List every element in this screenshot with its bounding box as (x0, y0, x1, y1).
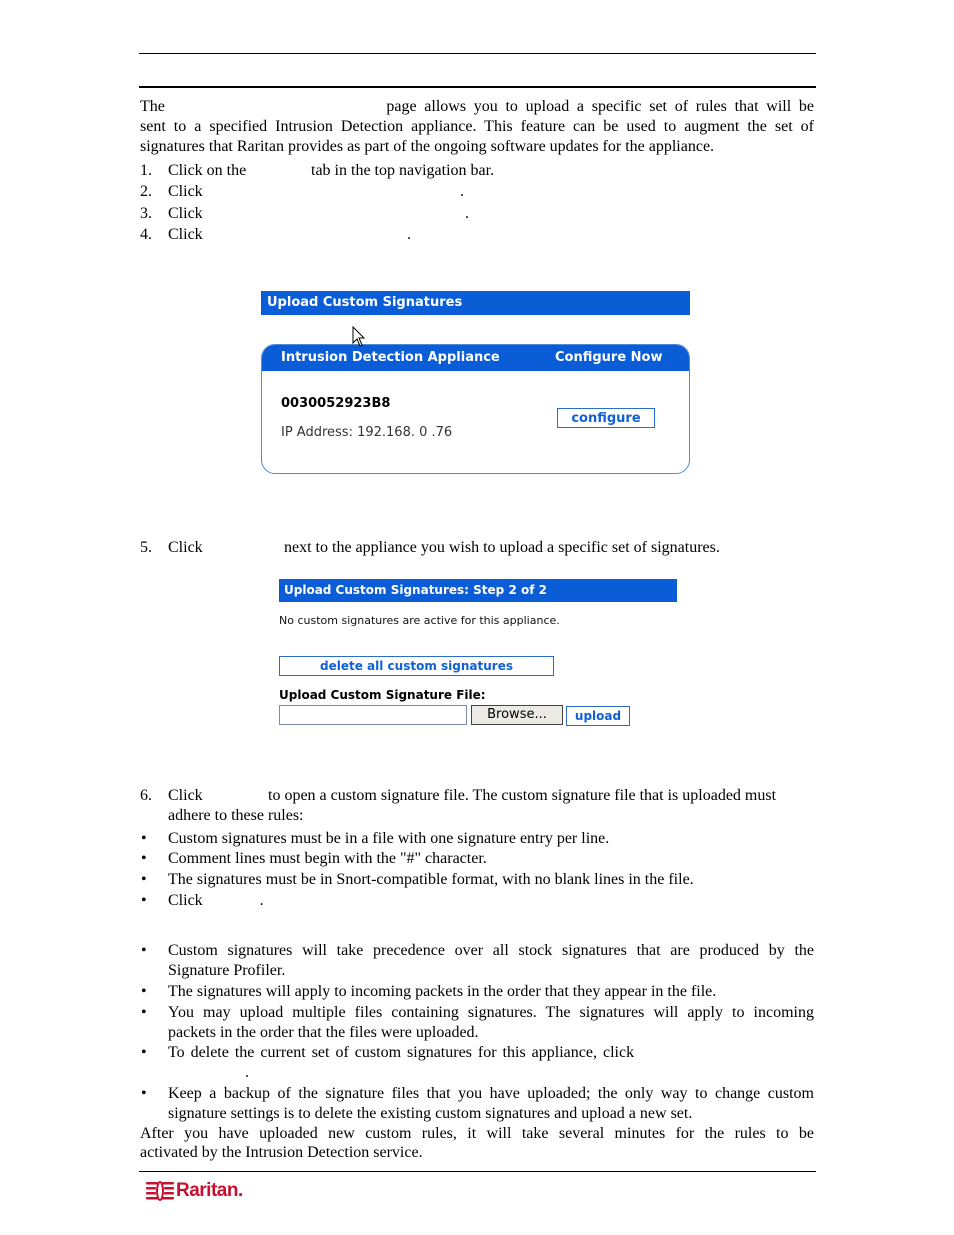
raritan-logo-text: Raritan. (176, 1180, 243, 1201)
step-6-text-a: Click (168, 787, 203, 804)
bullet: • (141, 942, 147, 959)
signature-file-input[interactable] (279, 705, 467, 725)
appliance-panel-header (262, 345, 689, 371)
step-4-number: 4. (140, 226, 152, 243)
rule-item: Click . (168, 892, 264, 909)
mouse-pointer-icon (352, 326, 366, 348)
configure-button[interactable]: configure (557, 408, 655, 428)
step-5-text-b: next to the appliance you wish to upload a specific set of signatures. (284, 539, 720, 556)
upload-signatures-header: Upload Custom Signatures (261, 291, 690, 315)
col-configure-now: Configure Now (555, 350, 663, 365)
intro-line-3: signatures that Raritan provides as part of the ongoing software updates for the appliance. (140, 138, 715, 155)
step-4-text-b: . (407, 226, 411, 243)
appliance-ip: IP Address: 192.168. 0 .76 (281, 425, 453, 440)
upload-file-label: Upload Custom Signature File: (279, 688, 486, 702)
bullet: • (141, 892, 147, 909)
intro-line-1 (140, 97, 814, 117)
note-5b: signature settings is to delete the existing custom signatures and upload a new set. (168, 1105, 693, 1122)
rule-item: Comment lines must begin with the "#" character. (168, 850, 487, 867)
appliance-id: 0030052923B8 (281, 396, 391, 411)
rule-item: The signatures must be in Snort-compatible format, with no blank lines in the file. (168, 871, 694, 888)
step-5-number: 5. (140, 539, 152, 556)
delete-all-signatures-button[interactable]: delete all custom signatures (279, 656, 554, 676)
intro-word: The (140, 98, 165, 115)
intro-rest: page allows you to upload a specific set of rules that will be (386, 98, 815, 115)
col-appliance: Intrusion Detection Appliance (281, 350, 500, 365)
closing-line-1: After you have uploaded new custom rules, it will take several minutes for the rules to be (140, 1125, 814, 1142)
browse-button[interactable]: Browse... (471, 705, 563, 725)
step-3-text-b: . (465, 205, 469, 222)
note-4-period: . (245, 1064, 249, 1081)
header-rule-bottom (139, 86, 816, 88)
note-1a: Custom signatures will take precedence over all stock signatures that are produced by the (168, 942, 814, 959)
note-3a: You may upload multiple files containing signatures. The signatures will apply to incoming (168, 1004, 814, 1021)
bullet: • (141, 1004, 147, 1021)
step-3-text-a: Click (168, 205, 203, 222)
note-1b: Signature Profiler. (168, 962, 286, 979)
upload-step2-header: Upload Custom Signatures: Step 2 of 2 (279, 579, 677, 602)
step-1-number: 1. (140, 162, 152, 179)
step-6-text-b: to open a custom signature file. The custom signature file that is uploaded must (268, 787, 777, 804)
upload-button[interactable]: upload (566, 706, 630, 726)
step-4-text-a: Click (168, 226, 203, 243)
rule-click: Click (168, 892, 203, 909)
step-1-text-a: Click on the (168, 162, 247, 179)
step-6-number: 6. (140, 787, 152, 804)
closing-line-2: activated by the Intrusion Detection service. (140, 1144, 423, 1161)
footer-rule (139, 1171, 816, 1172)
note-3b: packets in the order that the files were uploaded. (168, 1024, 479, 1041)
note-5a: Keep a backup of the signature files that you have uploaded; the only way to change custom (168, 1085, 814, 1102)
step-2-text-a: Click (168, 183, 203, 200)
step-6-text-c: adhere to these rules: (168, 807, 304, 824)
bullet: • (141, 983, 147, 1000)
rule-item: Custom signatures must be in a file with one signature entry per line. (168, 830, 610, 847)
note-4a: To delete the current set of custom signatures for this appliance, click (168, 1044, 635, 1061)
raritan-logo-icon (146, 1180, 176, 1202)
no-signatures-text: No custom signatures are active for this appliance. (279, 614, 560, 627)
step-2-text-b: . (460, 183, 464, 200)
bullet: • (141, 850, 147, 867)
step-1-text-b: tab in the top navigation bar. (311, 162, 495, 179)
note-2: The signatures will apply to incoming packets in the order that they appear in the file. (168, 983, 717, 1000)
bullet: • (141, 830, 147, 847)
step-5-text-a: Click (168, 539, 203, 556)
bullet: • (141, 871, 147, 888)
step-3-number: 3. (140, 205, 152, 222)
bullet: • (141, 1085, 147, 1102)
bullet: • (141, 1044, 147, 1061)
header-rule-top (139, 53, 816, 54)
step-2-number: 2. (140, 183, 152, 200)
intro-line-2: sent to a specified Intrusion Detection appliance. This feature can be used to augment the set of (140, 118, 814, 135)
